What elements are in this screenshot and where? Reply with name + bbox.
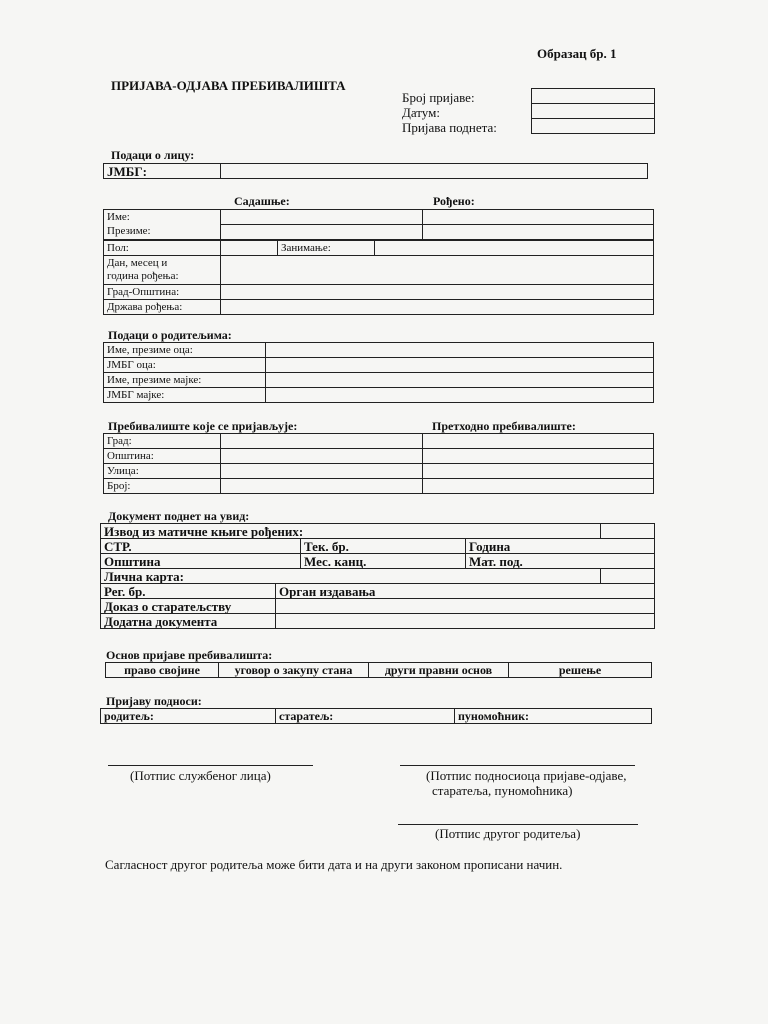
new-residence-header: Пребивалиште које се пријављује: (108, 419, 298, 433)
other-parent-signature-caption: (Потпис другог родитеља) (435, 826, 581, 841)
sex-label: Пол: (104, 241, 221, 256)
last-name-label: Презиме: (104, 225, 221, 240)
birth-date-label-line2: година рођења: (107, 270, 179, 282)
occupation-field[interactable] (375, 241, 654, 256)
basis-section-label: Основ пријаве пребивалишта: (106, 648, 273, 662)
father-jmbg-label: ЈМБГ оца: (104, 358, 266, 373)
birth-date-field[interactable] (221, 256, 654, 285)
new-municipality-field[interactable] (221, 449, 423, 464)
res-municipality-label: Општина: (104, 449, 221, 464)
guardianship-proof-label: Доказ о старатељству (101, 599, 276, 614)
registry-extract-field[interactable] (601, 524, 655, 539)
id-card-label: Лична карта: (101, 569, 601, 584)
submitted-field[interactable] (531, 118, 655, 134)
last-name-birth-field[interactable] (423, 225, 654, 240)
id-card-field[interactable] (601, 569, 655, 584)
father-name-field[interactable] (266, 343, 654, 358)
occupation-label: Занимање: (278, 241, 375, 256)
res-city-label: Град: (104, 434, 221, 449)
official-signature-line[interactable] (108, 765, 313, 766)
res-number-label: Број: (104, 479, 221, 494)
basis-table (105, 662, 652, 678)
documents-table (100, 523, 655, 629)
year-label: Година (466, 539, 655, 554)
submitter-signature-caption-line2: старатеља, пуномоћника) (432, 783, 573, 798)
last-name-current-field[interactable] (221, 225, 423, 240)
mother-jmbg-label: ЈМБГ мајке: (104, 388, 266, 403)
sex-field[interactable] (221, 241, 278, 256)
submitter-proxy[interactable]: пуномоћник: (455, 709, 652, 724)
registry-extract-label: Извод из матичне књиге рођених: (101, 524, 601, 539)
documents-section-label: Документ поднет на увид: (108, 509, 250, 523)
form-number: Образац бр. 1 (537, 46, 617, 61)
details-table (103, 240, 654, 315)
registry-area-label: Мат. под. (466, 554, 655, 569)
submitter-parent[interactable]: родитељ: (101, 709, 276, 724)
mother-name-field[interactable] (266, 373, 654, 388)
mother-name-label: Име, презиме мајке: (104, 373, 266, 388)
submitter-section-label: Пријаву подноси: (106, 694, 202, 708)
footnote: Сагласност другог родитеља може бити дата и на други законом прописани начин. (105, 857, 563, 872)
city-municipality-label: Град-Општина: (104, 285, 221, 300)
submitter-signature-caption-line1: (Потпис подносиоца пријаве-одјаве, (426, 768, 627, 783)
form-title: ПРИЈАВА-ОДЈАВА ПРЕБИВАЛИШТА (111, 78, 346, 93)
prev-street-field[interactable] (423, 464, 654, 479)
birth-country-field[interactable] (221, 300, 654, 315)
prev-number-field[interactable] (423, 479, 654, 494)
date-label: Датум: (402, 105, 440, 120)
date-field[interactable] (531, 103, 655, 119)
current-header: Садашње: (234, 194, 290, 208)
jmbg-label: ЈМБГ: (104, 164, 221, 179)
father-jmbg-field[interactable] (266, 358, 654, 373)
reg-no-label: Рег. бр. (101, 584, 276, 599)
jmbg-field[interactable] (221, 164, 648, 179)
municipality-label: Општина (101, 554, 301, 569)
residence-table (103, 433, 654, 494)
submitted-label: Пријава поднета: (402, 120, 497, 135)
guardianship-proof-field[interactable] (276, 599, 655, 614)
basis-option-decision[interactable]: решење (509, 663, 652, 678)
father-name-label: Име, презиме оца: (104, 343, 266, 358)
basis-option-other[interactable]: други правни основ (369, 663, 509, 678)
new-number-field[interactable] (221, 479, 423, 494)
names-table (103, 209, 654, 240)
reg-number-field[interactable] (531, 88, 655, 104)
parents-section-label: Подаци о родитељима: (108, 328, 232, 342)
additional-docs-label: Додатна документа (101, 614, 276, 629)
city-municipality-field[interactable] (221, 285, 654, 300)
current-number-label: Тек. бр. (301, 539, 466, 554)
prev-municipality-field[interactable] (423, 449, 654, 464)
other-parent-signature-line[interactable] (398, 824, 638, 825)
parents-table (103, 342, 654, 403)
submitter-signature-line[interactable] (400, 765, 635, 766)
first-name-current-field[interactable] (221, 210, 423, 225)
birth-date-label (104, 256, 221, 285)
previous-residence-header: Претходно пребивалиште: (432, 419, 576, 433)
person-section-label: Подаци о лицу: (111, 148, 195, 162)
new-city-field[interactable] (221, 434, 423, 449)
official-signature-caption: (Потпис службеног лица) (130, 768, 271, 783)
prev-city-field[interactable] (423, 434, 654, 449)
first-name-birth-field[interactable] (423, 210, 654, 225)
birth-date-label-line1: Дан, месец и (107, 257, 168, 269)
page-label: СТР. (101, 539, 301, 554)
basis-option-ownership[interactable]: право својине (106, 663, 219, 678)
issuing-authority-label: Орган издавања (276, 584, 655, 599)
submitter-table (100, 708, 652, 724)
birth-header: Рођено: (433, 194, 475, 208)
additional-docs-field[interactable] (276, 614, 655, 629)
first-name-label: Име: (104, 210, 221, 225)
mother-jmbg-field[interactable] (266, 388, 654, 403)
submitter-guardian[interactable]: старатељ: (276, 709, 455, 724)
basis-option-lease[interactable]: уговор о закупу стана (219, 663, 369, 678)
birth-country-label: Држава рођења: (104, 300, 221, 315)
res-street-label: Улица: (104, 464, 221, 479)
reg-number-label: Број пријаве: (402, 90, 475, 105)
jmbg-row (103, 163, 648, 179)
new-street-field[interactable] (221, 464, 423, 479)
local-office-label: Мес. канц. (301, 554, 466, 569)
